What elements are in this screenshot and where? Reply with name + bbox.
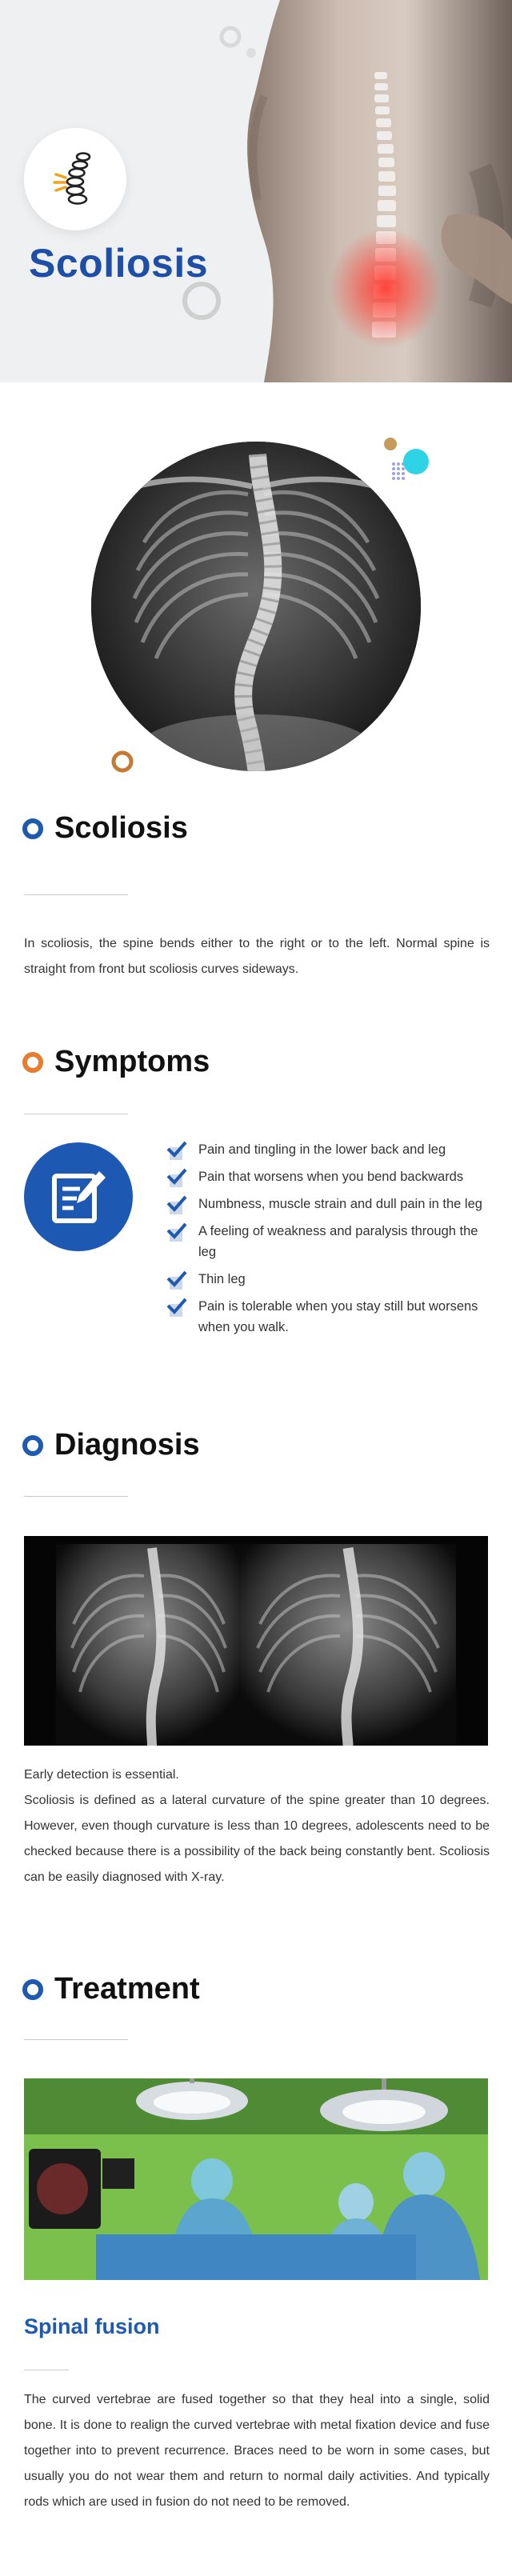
spinal-fusion-subheading: Spinal fusion — [24, 2314, 160, 2338]
list-item — [166, 1166, 494, 1187]
list-item — [166, 1194, 494, 1214]
spine-icon — [24, 128, 126, 230]
intro-paragraph: In scoliosis, the spine bends either to the right or to the left. Normal spine is straight from front but scoliosis curves sideways. — [24, 937, 490, 976]
bullet-ring-icon — [22, 818, 43, 839]
symptom-text: Pain and tingling in the lower back and leg — [198, 1142, 446, 1157]
list-item — [166, 1139, 494, 1160]
hero-banner — [0, 0, 512, 382]
checkmark-icon — [166, 1270, 187, 1291]
checkmark-icon — [166, 1222, 187, 1243]
bullet-ring-icon — [22, 1435, 43, 1456]
symptoms-title: Symptoms — [54, 1045, 210, 1078]
bullet-ring-icon — [22, 1979, 43, 2000]
list-item — [166, 1296, 494, 1338]
symptoms-heading — [22, 1045, 210, 1079]
scoliosis-title: Scoliosis — [54, 811, 188, 845]
diagnosis-xray-image — [24, 1536, 488, 1746]
symptom-text: Pain that worsens when you bend backwards — [198, 1170, 464, 1184]
checkmark-icon — [166, 1141, 187, 1162]
symptoms-list — [166, 1139, 494, 1344]
symptom-text: A feeling of weakness and paralysis through the leg — [198, 1224, 478, 1259]
symptom-text: Numbness, muscle strain and dull pain in the leg — [198, 1197, 482, 1211]
diagnosis-paragraph: Scoliosis is defined as a lateral curvature of the spine greater than 10 degrees. However, even though curvature is less than 10 degrees, adolescents need to be checked because there is a possibility of the back being constantly bent. Scoliosis can be easily diagnosed with X-ray. — [24, 1794, 490, 1884]
list-item — [166, 1221, 494, 1262]
treatment-paragraph: The curved vertebrae are fused together so that they heal into a single, solid bone. It is done to realign the curved vertebrae with metal fixation device and fuse together into to prevent recurrence. Braces need to be worn in some cases, but usually you do not wear them and return to normal daily activities. And typically rods which are used in fusion do not need to be removed. — [24, 2393, 490, 2509]
divider — [24, 894, 128, 895]
spine-xray-image — [80, 430, 432, 782]
diagnosis-heading — [22, 1428, 200, 1462]
clipboard-pencil-icon — [24, 1142, 133, 1251]
bullet-ring-icon — [22, 1052, 43, 1073]
treatment-title: Treatment — [54, 1972, 200, 2006]
diagnosis-title: Diagnosis — [54, 1428, 200, 1462]
symptoms-badge — [24, 1142, 133, 1251]
diagnosis-lead: Early detection is essential. — [24, 1768, 179, 1782]
hero-logo — [24, 128, 126, 230]
hero-title: Scoliosis — [29, 241, 209, 286]
checkmark-icon — [166, 1195, 187, 1216]
treatment-heading — [22, 1972, 200, 2006]
symptom-text: Thin leg — [198, 1272, 246, 1286]
checkmark-icon — [166, 1298, 187, 1318]
divider — [24, 1496, 128, 1497]
list-item — [166, 1269, 494, 1290]
divider — [24, 2039, 128, 2040]
scoliosis-heading — [22, 811, 188, 846]
surgery-photo — [24, 2078, 488, 2280]
symptom-text: Pain is tolerable when you stay still but worsens when you walk. — [198, 1299, 478, 1334]
checkmark-icon — [166, 1168, 187, 1189]
